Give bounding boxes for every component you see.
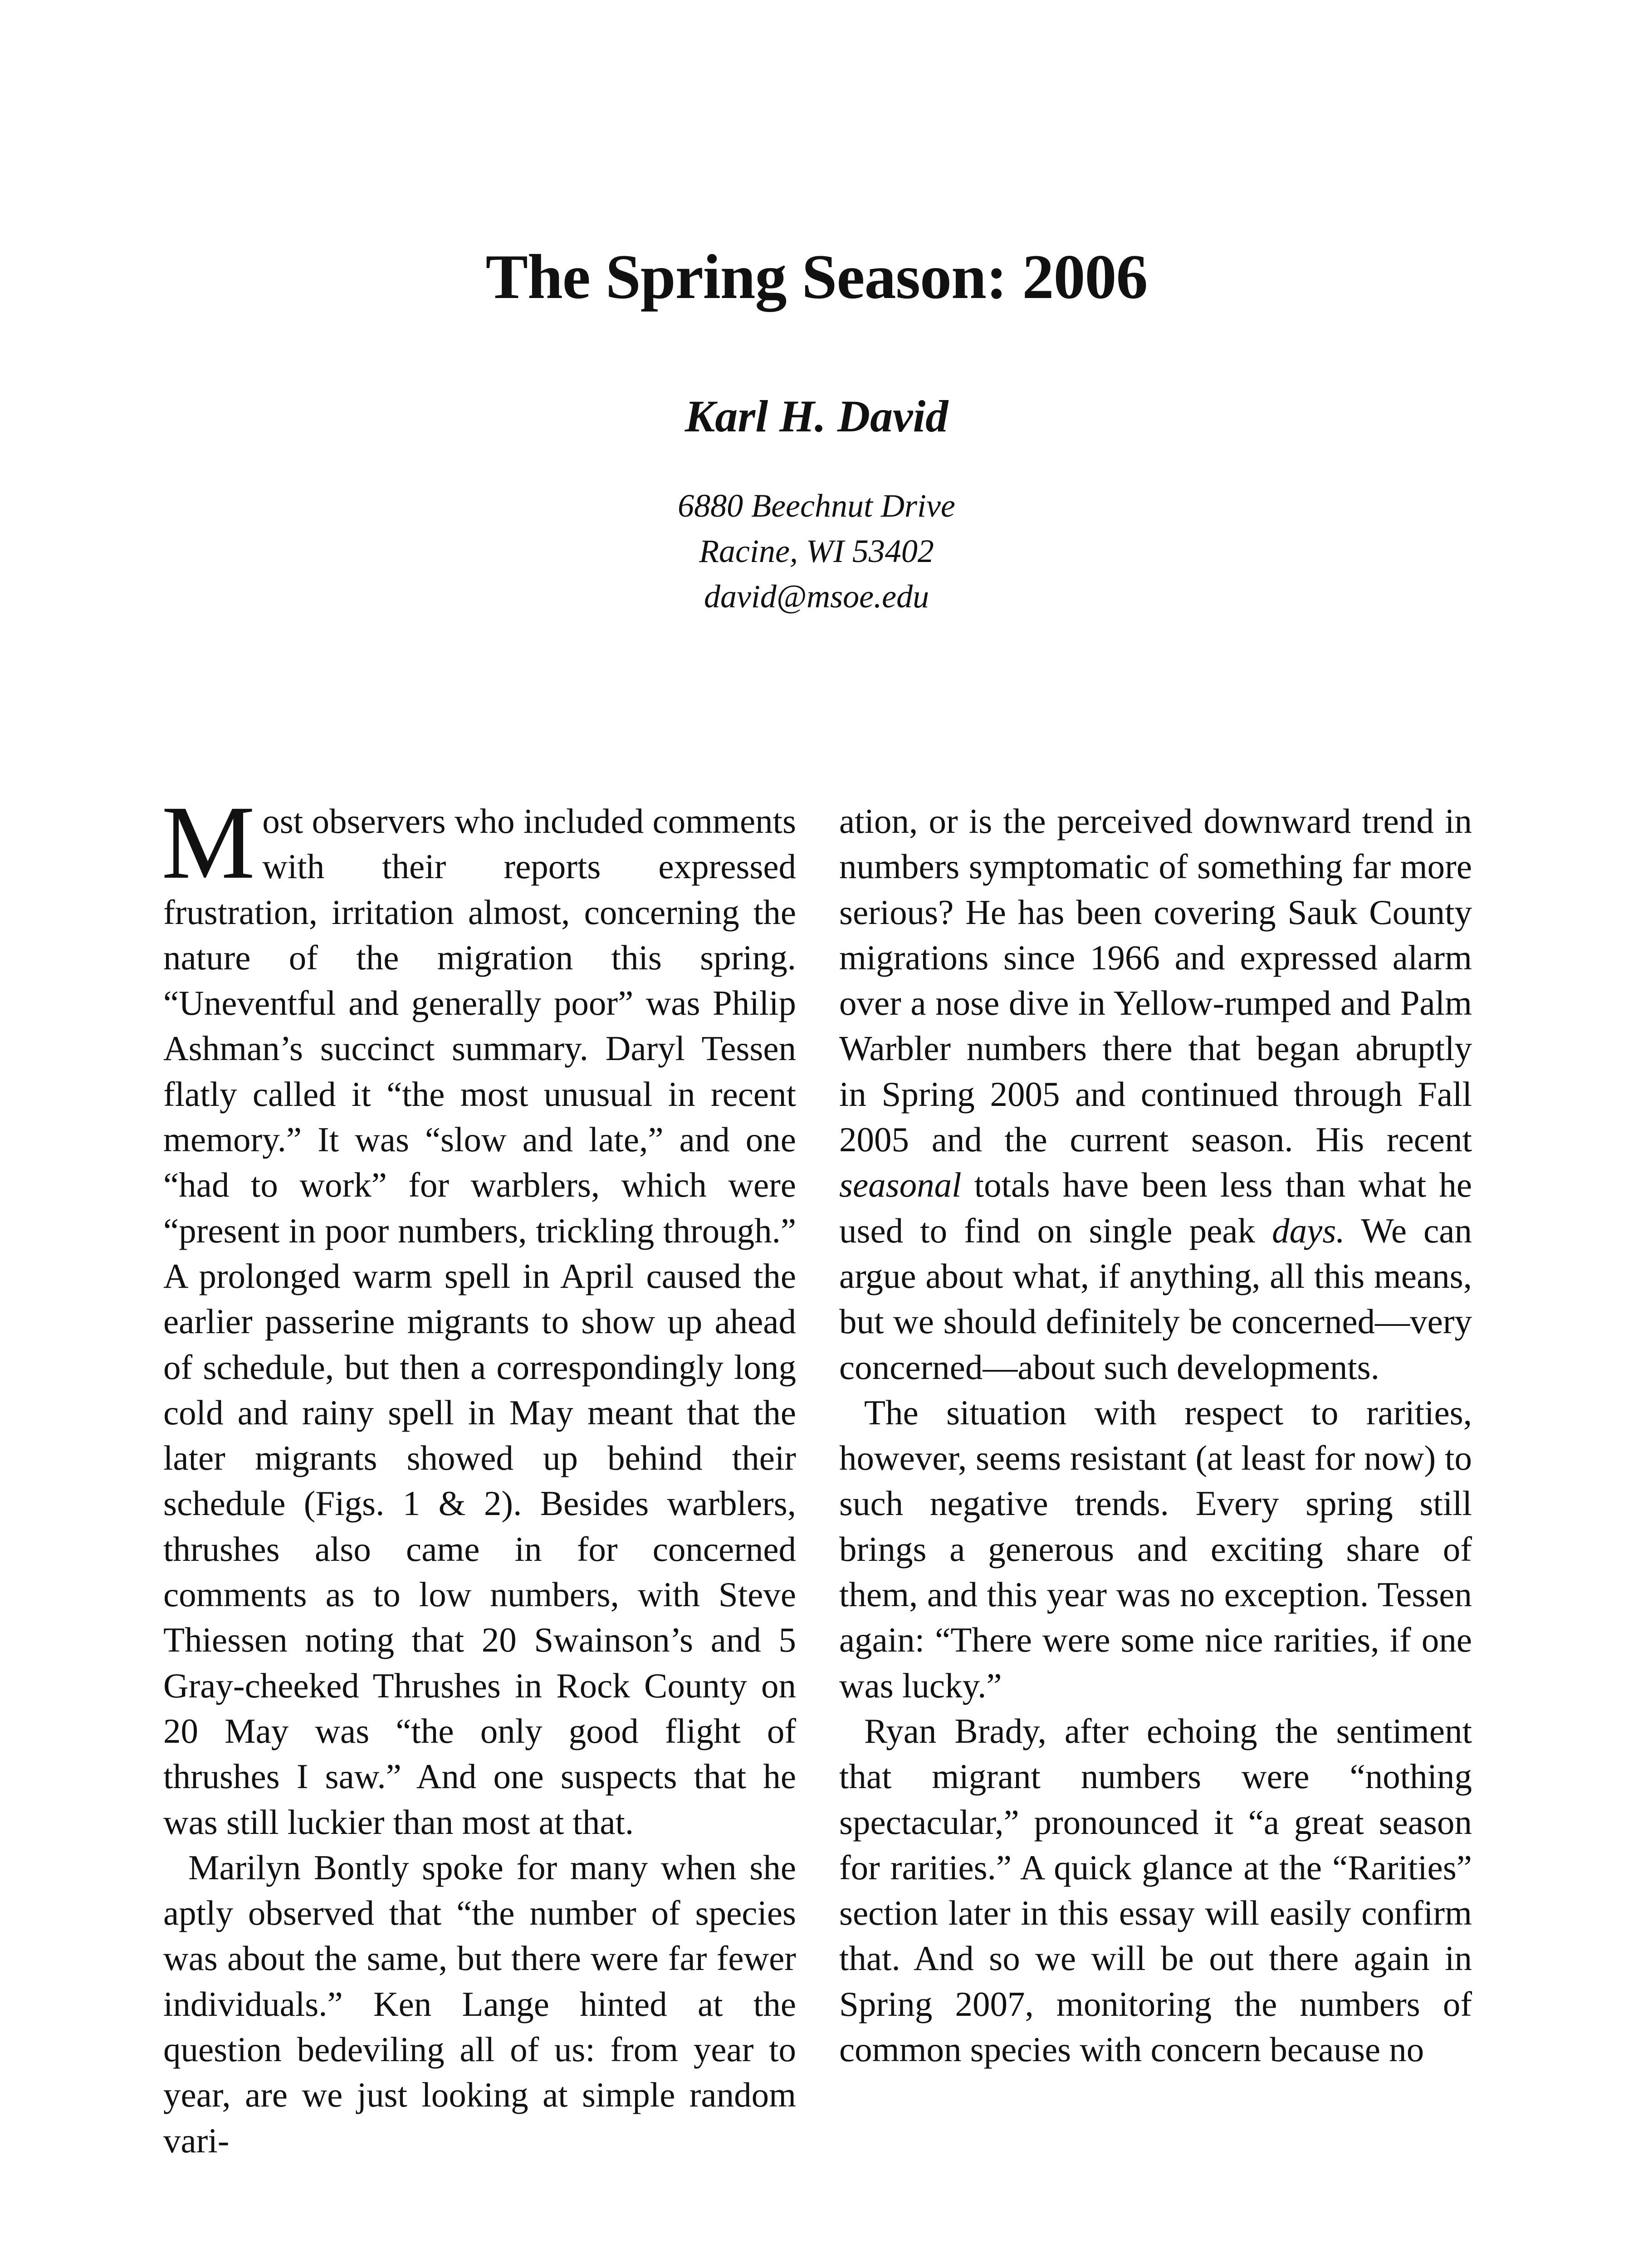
emphasis-text: days.: [1272, 1211, 1345, 1250]
body-paragraph: Ryan Brady, after echoing the sentiment that migrant numbers were “nothing spectacular,” pronounced it “a great season for rarities.” A quick glance at the “Rarities” section later in this essay will easily confirm that. And so we will be out there again in Spring 2007, monitoring the numbers of common species with concern because no: [839, 1711, 1472, 2069]
body-paragraph: [839, 798, 1472, 1390]
author-address: [0, 483, 1633, 619]
address-city: Racine, WI 53402: [699, 533, 934, 569]
article-title: The Spring Season: 2006: [485, 242, 1148, 312]
right-column: [839, 798, 1472, 2072]
paragraph-text: ation, or is the perceived downward trend in numbers symptomatic of something far more serious? He has been covering Sauk County migrations since 1966 and expressed alarm over a nose dive in Yellow-rumped and Palm Warbler numbers there that began abruptly in Spring 2005 and continued through Fall 2005 and the current season. His recent: [839, 802, 1472, 1159]
body-paragraph: The situation with respect to rarities, however, seems resistant (at least for now) to such negative trends. Every spring still brings a generous and exciting share of them, and this year was no exception. Tessen again: “There were some nice rarities, if one was lucky.”: [839, 1393, 1472, 1705]
emphasis-text: seasonal: [839, 1165, 962, 1205]
author-name: Karl H. David: [684, 391, 949, 441]
left-column: [161, 784, 796, 2163]
author-email: david@msoe.edu: [704, 578, 929, 615]
body-paragraph: Marilyn Bontly spoke for many when she aptly observed that “the number of species was about the same, but there were far fewer individuals.” Ken Lange hinted at the question bedeviling all of us: from year to year, are we just looking at simple random vari-: [163, 1848, 796, 2160]
paragraph-text: We can argue about what, if anything, all this means, but we should definitely be concerned—very concerned—about such developments.: [839, 1211, 1472, 1387]
address-street: 6880 Beechnut Drive: [678, 488, 955, 524]
paragraph-text: ost observers who included comments with their reports expressed frustration, irritation almost, concerning the nature of the migration this spring. “Uneventful and generally poor” was Philip Ashman’s succinct summary. Daryl Tessen flatly called it “the most unusual in recent memory.” It was “slow and late,” and one “had to work” for warblers, which were “present in poor numbers, trickling through.” A prolonged warm spell in April caused the earlier passerine migrants to show up ahead of schedule, but then a correspondingly long cold and rainy spell in May meant that the later migrants showed up behind their schedule (Figs. 1 & 2). Besides warblers, thrushes also came in for concerned comments as to low numbers, with Steve Thiessen noting that 20 Swainson’s and 5 Gray-cheeked Thrushes in Rock County on 20 May was “the only good flight of thrushes I saw.” And one suspects that he was still luckier than most at that.: [163, 802, 796, 1842]
drop-cap: M: [161, 784, 255, 901]
body-paragraph: [161, 784, 796, 1845]
paragraph-text: totals have been less than what he used to find on single peak: [839, 1165, 1472, 1250]
